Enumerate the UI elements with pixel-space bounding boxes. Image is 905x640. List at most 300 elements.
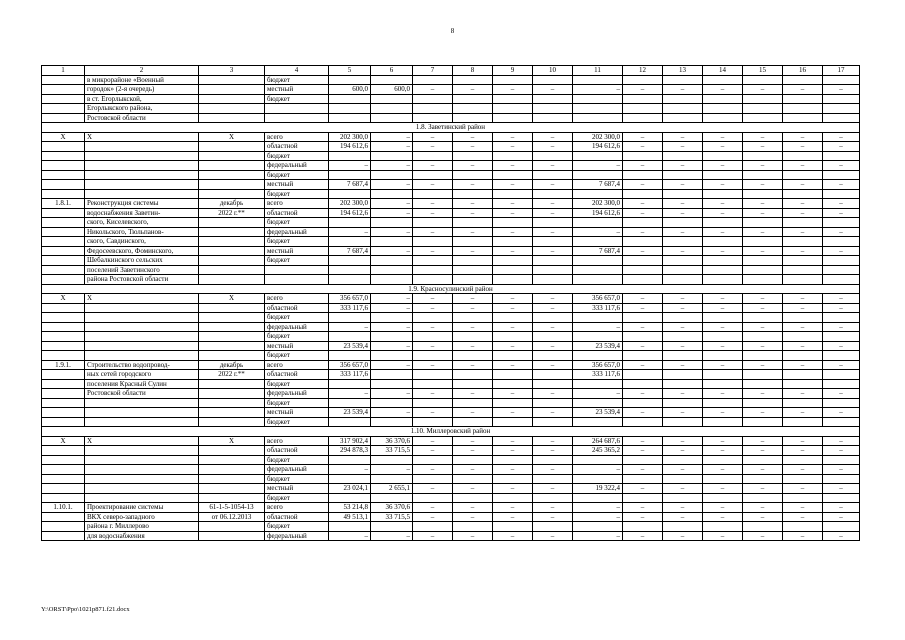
table-cell — [199, 151, 265, 161]
table-cell: Реконструкция системы — [85, 199, 199, 209]
table-cell: – — [783, 161, 823, 171]
table-cell — [533, 237, 573, 247]
table-cell — [413, 189, 453, 199]
table-cell: – — [623, 294, 663, 304]
table-cell: – — [573, 389, 623, 399]
table-cell: бюджет — [265, 332, 329, 342]
table-row — [42, 512, 860, 522]
table-cell: – — [783, 246, 823, 256]
table-cell: – — [329, 227, 371, 237]
table-cell — [265, 104, 329, 114]
table-cell: ВКХ северо-западного — [85, 512, 199, 522]
table-cell: федеральный — [265, 531, 329, 541]
table-cell: – — [623, 180, 663, 190]
table-cell — [371, 265, 413, 275]
table-cell: – — [371, 208, 413, 218]
table-cell — [573, 94, 623, 104]
table-cell: – — [823, 465, 860, 475]
table-cell: – — [783, 132, 823, 142]
table-cell: – — [453, 322, 493, 332]
table-cell: – — [453, 512, 493, 522]
table-cell — [703, 522, 743, 532]
table-cell: – — [703, 142, 743, 152]
table-cell — [783, 313, 823, 323]
table-cell — [413, 379, 453, 389]
table-cell: 61-1-5-1054-13 — [199, 503, 265, 513]
table-cell — [453, 256, 493, 266]
table-cell: от 06.12.2013 — [199, 512, 265, 522]
table-cell — [85, 161, 199, 171]
table-cell: ных сетей городского — [85, 370, 199, 380]
table-cell: бюджет — [265, 455, 329, 465]
table-cell: Строительство водопровод- — [85, 360, 199, 370]
table-cell — [199, 189, 265, 199]
table-cell — [42, 256, 85, 266]
table-cell: – — [823, 531, 860, 541]
table-cell: – — [703, 227, 743, 237]
table-cell: – — [823, 484, 860, 494]
table-cell: – — [743, 85, 783, 95]
table-cell — [743, 417, 783, 427]
table-cell — [42, 142, 85, 152]
table-cell: 2022 г.** — [199, 208, 265, 218]
table-cell — [42, 313, 85, 323]
table-cell: – — [533, 199, 573, 209]
table-cell — [493, 75, 533, 85]
table-cell: – — [371, 199, 413, 209]
table-row — [42, 227, 860, 237]
table-cell: – — [493, 436, 533, 446]
table-cell: – — [703, 161, 743, 171]
table-cell: декабрь — [199, 199, 265, 209]
table-cell: – — [783, 503, 823, 513]
table-cell — [783, 493, 823, 503]
table-cell — [371, 151, 413, 161]
table-cell: 202 300,0 — [329, 132, 371, 142]
table-cell: – — [371, 246, 413, 256]
table-cell: – — [493, 446, 533, 456]
table-cell — [413, 75, 453, 85]
table-cell: – — [573, 322, 623, 332]
table-cell — [823, 151, 860, 161]
table-cell: – — [783, 360, 823, 370]
table-cell — [533, 332, 573, 342]
table-cell — [199, 104, 265, 114]
table-row — [42, 161, 860, 171]
table-cell — [453, 379, 493, 389]
table-cell — [533, 113, 573, 123]
table-cell: – — [623, 199, 663, 209]
table-cell — [199, 322, 265, 332]
table-cell: – — [663, 161, 703, 171]
table-cell — [199, 94, 265, 104]
table-cell: областной — [265, 512, 329, 522]
table-cell: – — [533, 132, 573, 142]
table-cell — [703, 398, 743, 408]
table-cell: Егорлыкского района, — [85, 104, 199, 114]
table-cell: – — [703, 322, 743, 332]
table-row — [42, 455, 860, 465]
table-cell: – — [533, 85, 573, 95]
table-cell — [413, 275, 453, 285]
table-cell: 245 365,2 — [573, 446, 623, 456]
table-cell: областной — [265, 208, 329, 218]
table-cell — [453, 113, 493, 123]
table-cell — [413, 370, 453, 380]
table-cell — [493, 113, 533, 123]
column-number-header: 12 — [623, 66, 663, 76]
table-cell: 1.10.1. — [42, 503, 85, 513]
table-cell: – — [453, 389, 493, 399]
table-cell — [743, 493, 783, 503]
column-number-header: 17 — [823, 66, 860, 76]
table-cell: 202 300,0 — [573, 132, 623, 142]
table-cell — [413, 113, 453, 123]
table-cell — [413, 522, 453, 532]
table-cell — [703, 493, 743, 503]
table-cell — [783, 275, 823, 285]
table-cell — [783, 455, 823, 465]
table-cell: бюджет — [265, 94, 329, 104]
table-cell: – — [623, 360, 663, 370]
table-cell: всего — [265, 360, 329, 370]
table-cell — [199, 275, 265, 285]
table-cell — [85, 408, 199, 418]
table-cell — [199, 218, 265, 228]
table-cell: областной — [265, 446, 329, 456]
table-cell — [783, 113, 823, 123]
table-cell — [453, 455, 493, 465]
table-cell — [703, 275, 743, 285]
table-cell: – — [493, 142, 533, 152]
column-number-header: 6 — [371, 66, 413, 76]
column-number-header: 2 — [85, 66, 199, 76]
table-cell: – — [823, 199, 860, 209]
table-row — [42, 436, 860, 446]
table-cell: – — [743, 303, 783, 313]
table-cell — [823, 332, 860, 342]
table-cell — [743, 256, 783, 266]
table-cell: – — [493, 246, 533, 256]
table-cell — [573, 379, 623, 389]
table-cell — [623, 493, 663, 503]
table-cell — [199, 313, 265, 323]
table-cell: федеральный — [265, 227, 329, 237]
table-cell: 356 657,0 — [329, 360, 371, 370]
table-cell: – — [453, 408, 493, 418]
table-cell — [743, 237, 783, 247]
table-row — [42, 246, 860, 256]
table-cell: – — [623, 161, 663, 171]
table-cell — [823, 313, 860, 323]
table-cell: – — [783, 408, 823, 418]
table-cell: – — [743, 465, 783, 475]
table-cell — [783, 170, 823, 180]
table-cell: 23 024,1 — [329, 484, 371, 494]
table-cell: – — [823, 512, 860, 522]
table-cell: – — [453, 180, 493, 190]
table-cell — [371, 189, 413, 199]
table-cell: 7 687,4 — [573, 180, 623, 190]
table-cell: – — [413, 199, 453, 209]
table-row — [42, 370, 860, 380]
table-cell — [663, 256, 703, 266]
table-cell: – — [623, 446, 663, 456]
table-cell — [493, 237, 533, 247]
table-row — [42, 522, 860, 532]
table-cell: – — [623, 142, 663, 152]
table-cell: – — [623, 465, 663, 475]
table-cell: – — [533, 227, 573, 237]
table-cell — [42, 484, 85, 494]
table-cell: – — [371, 161, 413, 171]
table-cell: городок» (2-я очередь) — [85, 85, 199, 95]
table-cell — [85, 180, 199, 190]
table-cell: Х — [85, 436, 199, 446]
table-cell — [783, 189, 823, 199]
table-cell: Ростовской области — [85, 389, 199, 399]
section-header-row — [42, 427, 860, 437]
table-cell — [743, 522, 783, 532]
table-cell: – — [413, 132, 453, 142]
column-number-header: 16 — [783, 66, 823, 76]
table-cell: федеральный — [265, 389, 329, 399]
table-cell — [783, 237, 823, 247]
table-cell — [823, 493, 860, 503]
table-cell — [623, 379, 663, 389]
table-cell — [42, 85, 85, 95]
table-cell: – — [823, 303, 860, 313]
table-cell — [783, 379, 823, 389]
table-cell: – — [371, 322, 413, 332]
column-number-header: 5 — [329, 66, 371, 76]
table-cell: – — [623, 503, 663, 513]
table-cell: – — [663, 446, 703, 456]
table-cell: – — [823, 142, 860, 152]
table-cell: 33 715,5 — [371, 446, 413, 456]
table-cell: – — [453, 161, 493, 171]
table-cell: – — [413, 436, 453, 446]
table-row — [42, 417, 860, 427]
table-cell — [573, 170, 623, 180]
table-cell: – — [623, 303, 663, 313]
table-cell — [823, 189, 860, 199]
table-row — [42, 313, 860, 323]
table-cell: – — [623, 512, 663, 522]
table-cell — [265, 265, 329, 275]
table-cell: – — [823, 85, 860, 95]
table-cell — [371, 474, 413, 484]
table-cell: – — [823, 227, 860, 237]
table-cell — [623, 474, 663, 484]
table-cell: 333 117,6 — [573, 370, 623, 380]
table-cell — [329, 94, 371, 104]
column-number-header: 9 — [493, 66, 533, 76]
table-cell: 36 370,6 — [371, 503, 413, 513]
table-cell — [329, 265, 371, 275]
table-cell — [199, 265, 265, 275]
table-cell: – — [533, 503, 573, 513]
table-cell — [329, 189, 371, 199]
table-cell — [493, 351, 533, 361]
table-cell: – — [371, 227, 413, 237]
table-cell: бюджет — [265, 379, 329, 389]
table-cell — [453, 351, 493, 361]
table-cell: Никольского, Тюльпанов- — [85, 227, 199, 237]
table-cell — [453, 218, 493, 228]
table-cell: бюджет — [265, 237, 329, 247]
table-cell — [743, 313, 783, 323]
table-cell — [663, 189, 703, 199]
table-cell: – — [743, 246, 783, 256]
table-cell — [573, 75, 623, 85]
table-cell: – — [533, 484, 573, 494]
table-cell: – — [783, 531, 823, 541]
table-cell — [703, 104, 743, 114]
table-cell: – — [703, 303, 743, 313]
table-cell — [663, 493, 703, 503]
table-cell: – — [783, 512, 823, 522]
table-cell — [703, 75, 743, 85]
table-cell: 7 687,4 — [329, 180, 371, 190]
table-cell — [42, 189, 85, 199]
table-cell: – — [453, 341, 493, 351]
table-cell — [533, 379, 573, 389]
table-cell — [703, 218, 743, 228]
table-cell — [573, 313, 623, 323]
table-cell — [823, 275, 860, 285]
table-cell: 23 539,4 — [329, 408, 371, 418]
table-cell: поселения Красный Сулин — [85, 379, 199, 389]
table-cell: – — [663, 303, 703, 313]
table-cell — [42, 465, 85, 475]
table-cell — [533, 474, 573, 484]
table-cell: – — [703, 531, 743, 541]
table-cell: – — [783, 303, 823, 313]
table-cell — [42, 218, 85, 228]
table-row — [42, 113, 860, 123]
table-cell: 2 655,1 — [371, 484, 413, 494]
table-cell — [743, 351, 783, 361]
table-cell: 23 539,4 — [329, 341, 371, 351]
table-cell: всего — [265, 436, 329, 446]
table-cell — [42, 113, 85, 123]
table-cell — [823, 256, 860, 266]
table-cell: декабрь — [199, 360, 265, 370]
table-cell — [663, 75, 703, 85]
table-cell — [573, 522, 623, 532]
table-cell: – — [703, 199, 743, 209]
table-cell — [371, 379, 413, 389]
table-cell — [371, 104, 413, 114]
table-cell — [623, 256, 663, 266]
table-row — [42, 398, 860, 408]
table-cell: – — [371, 142, 413, 152]
table-row — [42, 170, 860, 180]
table-row — [42, 75, 860, 85]
table-cell — [199, 417, 265, 427]
table-cell: – — [533, 322, 573, 332]
table-cell — [743, 398, 783, 408]
table-cell — [783, 398, 823, 408]
table-cell: – — [663, 199, 703, 209]
table-cell: Х — [42, 436, 85, 446]
table-cell — [453, 265, 493, 275]
table-cell: Х — [85, 294, 199, 304]
table-cell — [199, 180, 265, 190]
table-cell — [329, 493, 371, 503]
table-cell: – — [743, 180, 783, 190]
table-cell: – — [663, 246, 703, 256]
table-cell: – — [623, 484, 663, 494]
table-cell: 600,0 — [371, 85, 413, 95]
table-cell: – — [413, 465, 453, 475]
table-cell: областной — [265, 303, 329, 313]
table-cell — [453, 474, 493, 484]
table-cell: – — [413, 303, 453, 313]
table-cell: – — [663, 408, 703, 418]
table-cell — [823, 113, 860, 123]
table-cell: – — [493, 408, 533, 418]
table-cell: – — [783, 484, 823, 494]
table-cell — [413, 417, 453, 427]
table-cell — [371, 370, 413, 380]
table-row — [42, 474, 860, 484]
table-cell — [533, 75, 573, 85]
table-cell: – — [703, 408, 743, 418]
table-cell: – — [371, 341, 413, 351]
table-cell — [199, 256, 265, 266]
table-cell: – — [743, 446, 783, 456]
table-cell — [783, 332, 823, 342]
table-cell — [623, 522, 663, 532]
table-cell: – — [823, 341, 860, 351]
table-cell — [413, 351, 453, 361]
table-cell — [453, 398, 493, 408]
table-cell — [743, 218, 783, 228]
table-cell — [823, 237, 860, 247]
table-cell — [743, 275, 783, 285]
table-cell: 194 612,6 — [329, 142, 371, 152]
table-cell: 194 612,6 — [329, 208, 371, 218]
table-cell: бюджет — [265, 474, 329, 484]
table-cell: – — [823, 322, 860, 332]
table-cell — [623, 417, 663, 427]
table-cell — [493, 189, 533, 199]
table-cell: – — [783, 180, 823, 190]
table-cell: 2022 г.** — [199, 370, 265, 380]
table-cell — [623, 104, 663, 114]
table-row — [42, 360, 860, 370]
table-cell: – — [453, 303, 493, 313]
table-cell — [703, 170, 743, 180]
table-cell: – — [623, 436, 663, 446]
table-cell — [371, 493, 413, 503]
table-cell: – — [493, 389, 533, 399]
table-cell — [453, 170, 493, 180]
table-cell: 356 657,0 — [573, 360, 623, 370]
table-cell: – — [743, 512, 783, 522]
table-cell: бюджет — [265, 151, 329, 161]
table-cell: областной — [265, 370, 329, 380]
table-row — [42, 389, 860, 399]
table-cell: – — [573, 503, 623, 513]
table-cell — [42, 104, 85, 114]
table-cell — [663, 94, 703, 104]
table-cell: – — [623, 531, 663, 541]
table-cell — [42, 237, 85, 247]
table-cell: – — [413, 389, 453, 399]
